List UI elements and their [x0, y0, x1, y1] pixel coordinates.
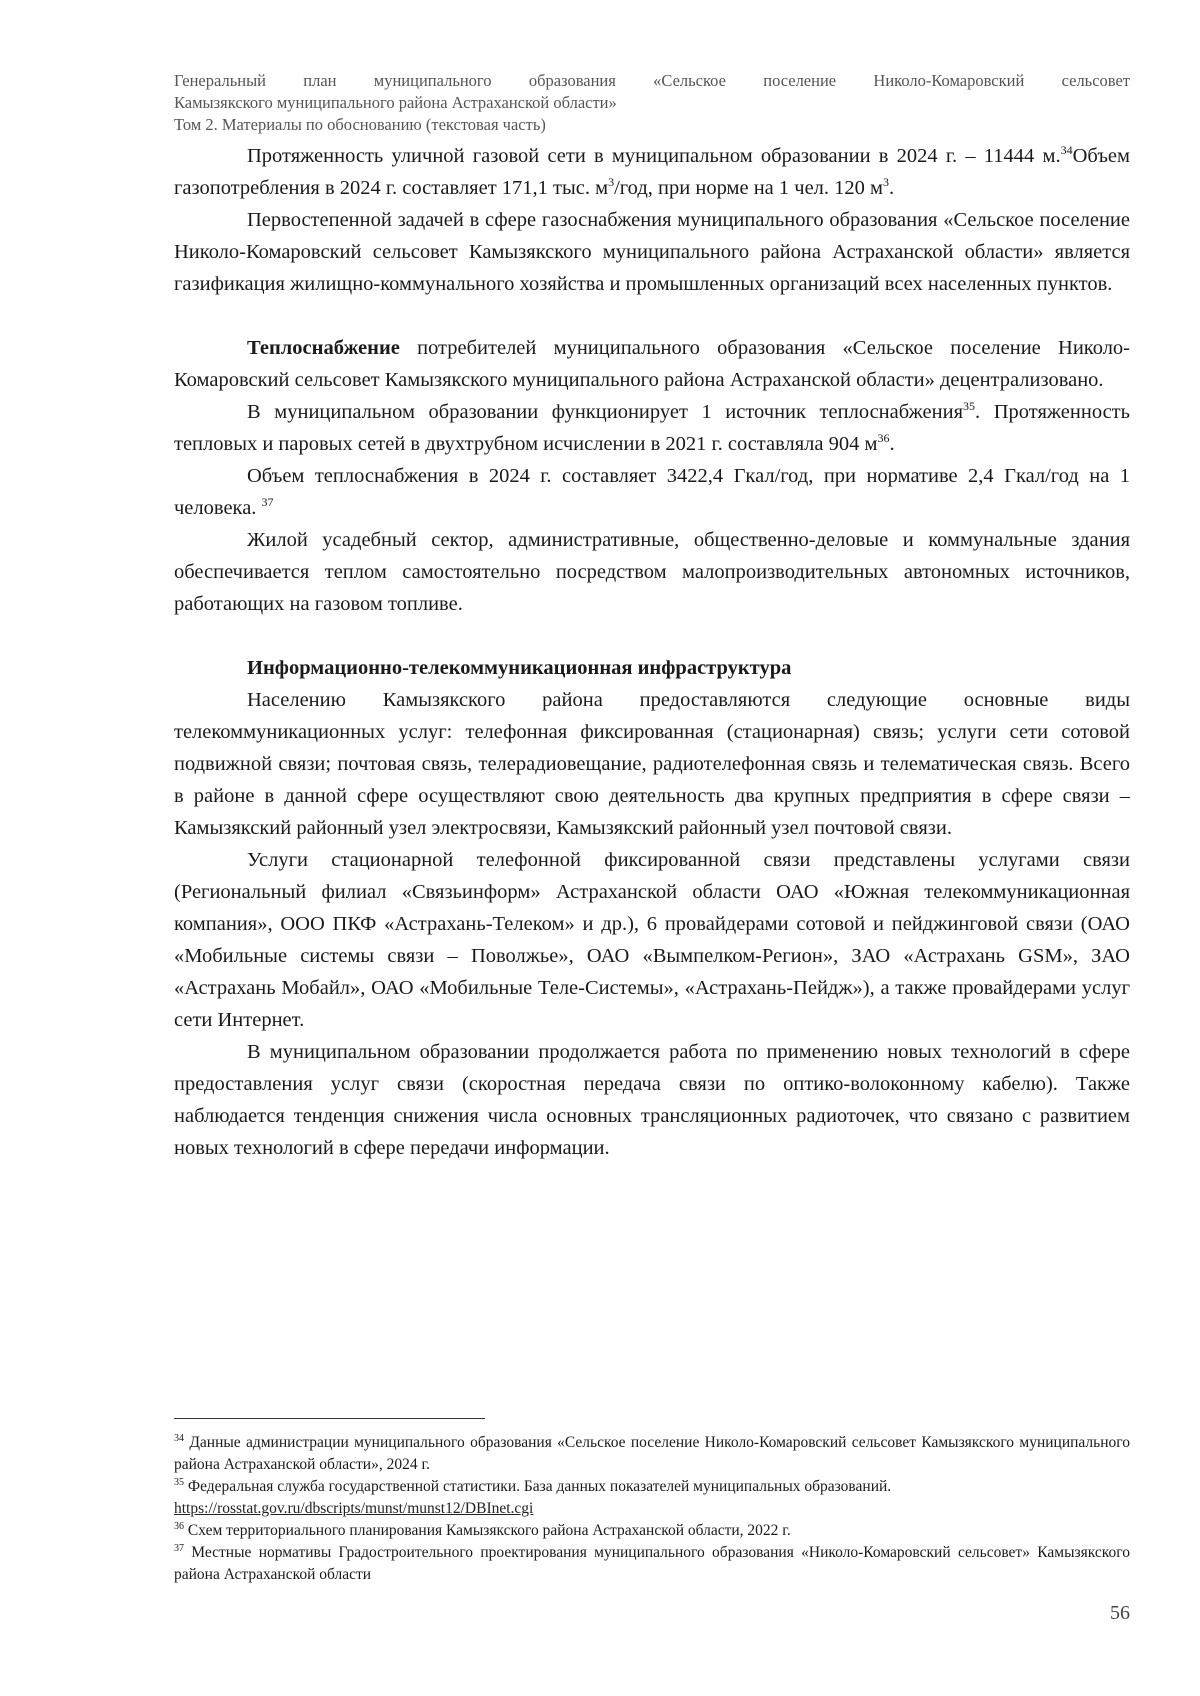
heading-telecom: Информационно-телекоммуникационная инфраструктура: [247, 657, 792, 679]
footnote-37: $^{37}$ Местные нормативы Градостроительного проектирования муниципального образования «Николо-Комаровский сельсовет» Камызякского района Астраханской области: [174, 1542, 1130, 1583]
footnote-ref-37[interactable]: 37: [261, 495, 274, 510]
paragraph-heat-source: В муниципальном образовании функционирует 1 источник теплоснабжения$^{35}$. Протяженность тепловых и паровых сетей в двухтрубном исчислении в 2021 г. составляла 904 $м^{36}$.: [174, 399, 1130, 455]
paragraph-telecom-providers: Услуги стационарной телефонной фиксированной связи представлены услугами связи (Региональный филиал «Связьинформ» Астраханской области ОАО «Южная телекоммуникационная компания», ООО ПКФ «Астрахань-Телеком» и др.), 6 провайдерами сотовой и пейджинговой связи (ОАО «Мобильные системы связи – Поволжье», ОАО «Вымпелком-Регион», ЗАО «Астрахань GSM», ЗАО «Астрахань Мобайл», ОАО «Мобильные Теле-Системы», «Астрахань-Пейдж»), а также провайдерами услуг сети Интернет.: [174, 849, 1130, 1031]
footnote-35-link[interactable]: https://rosstat.gov.ru/dbscripts/munst/munst12/DBInet.cgi: [174, 1500, 534, 1517]
heading-heat-supply: Теплоснабжение: [247, 337, 400, 359]
footnote-ref-35[interactable]: 35: [963, 399, 976, 414]
running-header: [174, 70, 1130, 136]
footnote-ref-36[interactable]: 36: [877, 431, 890, 446]
header-line-1: Генеральный план муниципального образования «Сельское поселение Николо-Комаровский сельсовет: [174, 71, 1130, 90]
footnote-36: $^{36}$ Схем территориального планирования Камызякского района Астраханской области, 2022 г.: [174, 1520, 791, 1539]
paragraph-heat-supply: Теплоснабжение потребителей муниципального образования «Сельское поселение Николо-Комаровский сельсовет Камызякского муниципального района Астраханской области» децентрализовано.: [174, 337, 1130, 391]
paragraph-gas-network: Протяженность уличной газовой сети в муниципальном образовании в 2024 г. – 11444 м.$^{34}$Объем газопотребления в 2024 г. составляет 171,1 тыс. $м^3$/год, при норме на 1 чел. 120 $м^3$.: [174, 143, 1130, 199]
paragraph-telecom-development: В муниципальном образовании продолжается работа по применению новых технологий в сфере предоставления услуг связи (скоростная передача связи по оптико-волоконному кабелю). Также наблюдается тенденция снижения числа основных трансляционных радиоточек, что связано с развитием новых технологий в сфере передачи информации.: [174, 1041, 1130, 1159]
footnote-35: $^{35}$ Федеральная служба государственной статистики. База данных показателей муниципальных образований. https://rosstat.gov.ru/dbscripts/munst/munst12/DBInet.cgi: [174, 1476, 892, 1517]
footnote-separator: [174, 1418, 485, 1419]
paragraph-heat-volume: Объем теплоснабжения в 2024 г. составляет 3422,4 Гкал/год, при нормативе 2,4 Гкал/год на 1 человека. $^{37}$: [174, 465, 1130, 519]
paragraph-telecom-services: Населению Камызякского района предоставляются следующие основные виды телекоммуникационных услуг: телефонная фиксированная (стационарная) связь; услуги сети сотовой подвижной связи; почтовая связь, телерадиовещание, радиотелефонная связь и телематическая связь. Всего в районе в данной сфере осуществляют свою деятельность два крупных предприятия в сфере связи – Камызякский районный узел электросвязи, Камызякский районный узел почтовой связи.: [174, 689, 1130, 839]
document-body: [174, 140, 1130, 1164]
header-line-2: Камызякского муниципального района Астраханской области»: [174, 93, 617, 112]
footnote-ref-34[interactable]: 34: [1060, 143, 1073, 158]
header-line-3: Том 2. Материалы по обоснованию (текстовая часть): [174, 115, 546, 134]
footnote-34: $^{34}$ Данные администрации муниципального образования «Сельское поселение Николо-Комаровский сельсовет Камызякского муниципального района Астраханской области», 2024 г.: [174, 1432, 1130, 1473]
footnotes: [174, 1432, 1130, 1586]
paragraph-housing-heat: Жилой усадебный сектор, административные, общественно-деловые и коммунальные здания обеспечивается теплом самостоятельно посредством малопроизводительных автономных источников, работающих на газовом топливе.: [174, 529, 1130, 615]
page-number: 56: [1110, 1602, 1130, 1624]
paragraph-gas-task: Первостепенной задачей в сфере газоснабжения муниципального образования «Сельское поселение Николо-Комаровский сельсовет Камызякского муниципального района Астраханской области» является газификация жилищно-коммунального хозяйства и промышленных организаций всех населенных пунктов.: [174, 209, 1130, 295]
